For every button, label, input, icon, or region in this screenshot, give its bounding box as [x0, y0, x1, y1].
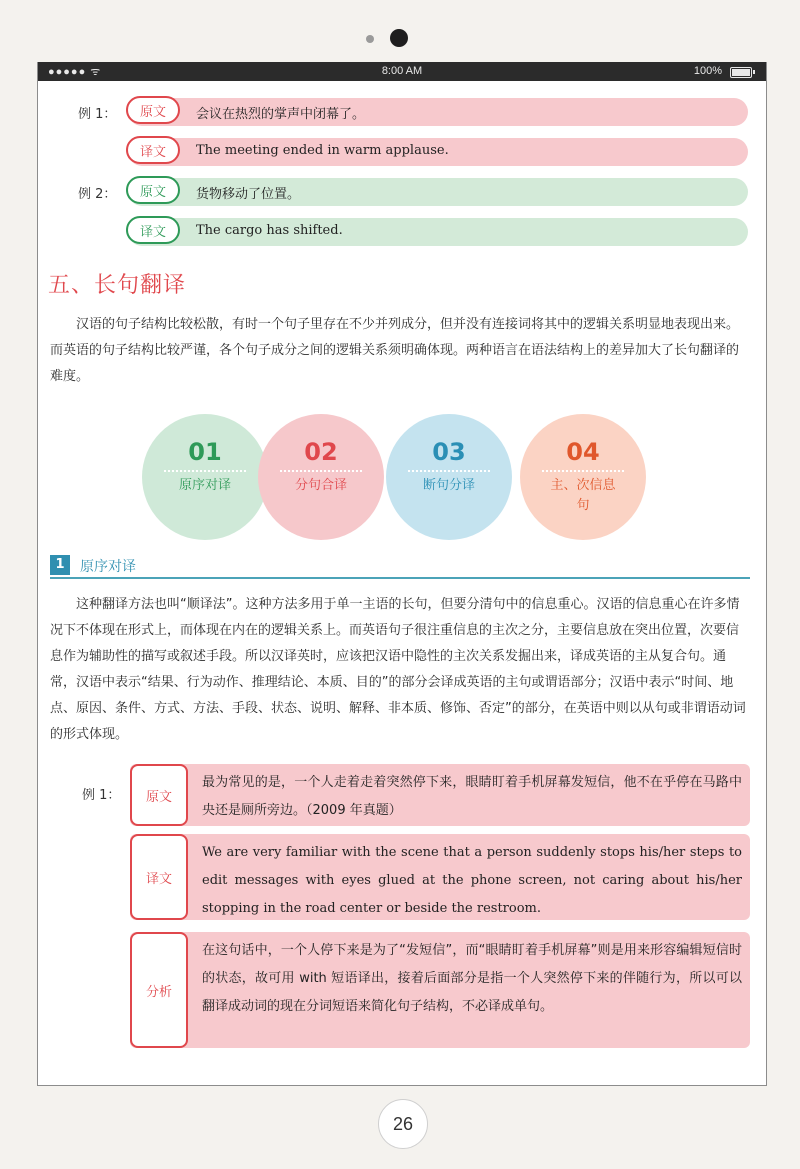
- example-main-trans-box: [130, 834, 750, 920]
- analysis-tag: 分析: [130, 932, 188, 1048]
- example-2-source-text: 货物移动了位置。: [196, 187, 301, 202]
- method-circle-3: 03 断句分译: [386, 414, 512, 540]
- example-1-label: 例 1：: [78, 107, 117, 122]
- example-main-analysis-text: 在这句话中，一个人停下来是为了“发短信”，而“眼睛盯着手机屏幕”则是用来形容编辑短信时的状态，故可用 with 短语译出，接着后面部分是指一个人突然停下来的伴随行为，所以可以翻译成动词的现在分词短语来简化句子结构，不必译成单句。: [202, 943, 742, 1014]
- example-main-source-box: [130, 764, 750, 826]
- example-main-source-text: 最为常见的是，一个人走着走着突然停下来，眼睛盯着手机屏幕发短信，他不在乎停在马路中央还是厕所旁边。（2009 年真题）: [202, 775, 742, 818]
- example-1-source-row: [128, 98, 748, 126]
- status-bar: [38, 62, 766, 81]
- camera-lens: [390, 29, 408, 47]
- source-tag: 原文: [130, 764, 188, 826]
- camera-dot-small: [366, 35, 374, 43]
- status-time: 8:00 AM: [381, 65, 423, 77]
- example-2-trans-text: The cargo has shifted.: [196, 223, 343, 238]
- method-circle-2: 02 分句合译: [258, 414, 384, 540]
- subsection-body: 这种翻译方法也叫“顺译法”。这种方法多用于单一主语的长句，但要分清句中的信息重心。汉语的信息重心在许多情况下不体现在形式上，而体现在内在的逻辑关系上。而英语句子很注重信息的主次之分，主要信息放在突出位置，次要信息作为辅助性的描写或叙述手段。所以汉译英时，应该把汉语中隐性的主次关系发掘出来，译成英语的主从复合句。通常，汉语中表示“结果、行为动作、推理结论、本质、目的”的部分会译成英语的主句或谓语部分；汉语中表示“时间、地点、原因、条件、方式、方法、手段、状态、说明、解释、非本质、修饰、否定”的部分，在英语中则以从句或非谓语动词的形式体现。: [50, 597, 746, 742]
- subsection-heading: [50, 553, 750, 579]
- trans-tag: 译文: [126, 216, 180, 244]
- method-circle-4: 04 主、次信息句: [520, 414, 646, 540]
- example-2-label: 例 2：: [78, 187, 117, 202]
- method-circle-1: 01 原序对译: [142, 414, 268, 540]
- section-title: 五、长句翻译: [48, 273, 187, 298]
- example-1-trans-row: [128, 138, 748, 166]
- page-number: 26: [378, 1099, 428, 1149]
- trans-tag: 译文: [126, 136, 180, 164]
- battery-icon: [730, 67, 752, 78]
- trans-tag: 译文: [130, 834, 188, 920]
- subsection-number: 1: [50, 555, 70, 575]
- example-1-trans-text: The meeting ended in warm applause.: [196, 143, 449, 158]
- signal-icon: ●●●●● ᯤ: [48, 66, 102, 78]
- example-1-source-text: 会议在热烈的掌声中闭幕了。: [196, 107, 366, 122]
- subsection-title: 原序对译: [80, 559, 136, 575]
- source-tag: 原文: [126, 176, 180, 204]
- section-intro: 汉语的句子结构比较松散，有时一个句子里存在不少并列成分，但并没有连接词将其中的逻辑关系明显地表现出来。而英语的句子结构比较严谨，各个句子成分之间的逻辑关系须明确体现。两种语言在语法结构上的差异加大了长句翻译的难度。: [50, 317, 740, 384]
- battery-tip: [753, 70, 755, 74]
- example-main-label: 例 1：: [82, 788, 121, 803]
- example-2-source-row: [128, 178, 748, 206]
- source-tag: 原文: [126, 96, 180, 124]
- example-main-analysis-box: [130, 932, 750, 1048]
- example-main-trans-text: We are very familiar with the scene that a person suddenly stops his/her steps to edit messages with eyes glued at the phone screen, not caring about his/her stopping in the road center or beside the restroom.: [202, 845, 742, 916]
- example-2-trans-row: [128, 218, 748, 246]
- battery-percent: 100%: [693, 65, 722, 77]
